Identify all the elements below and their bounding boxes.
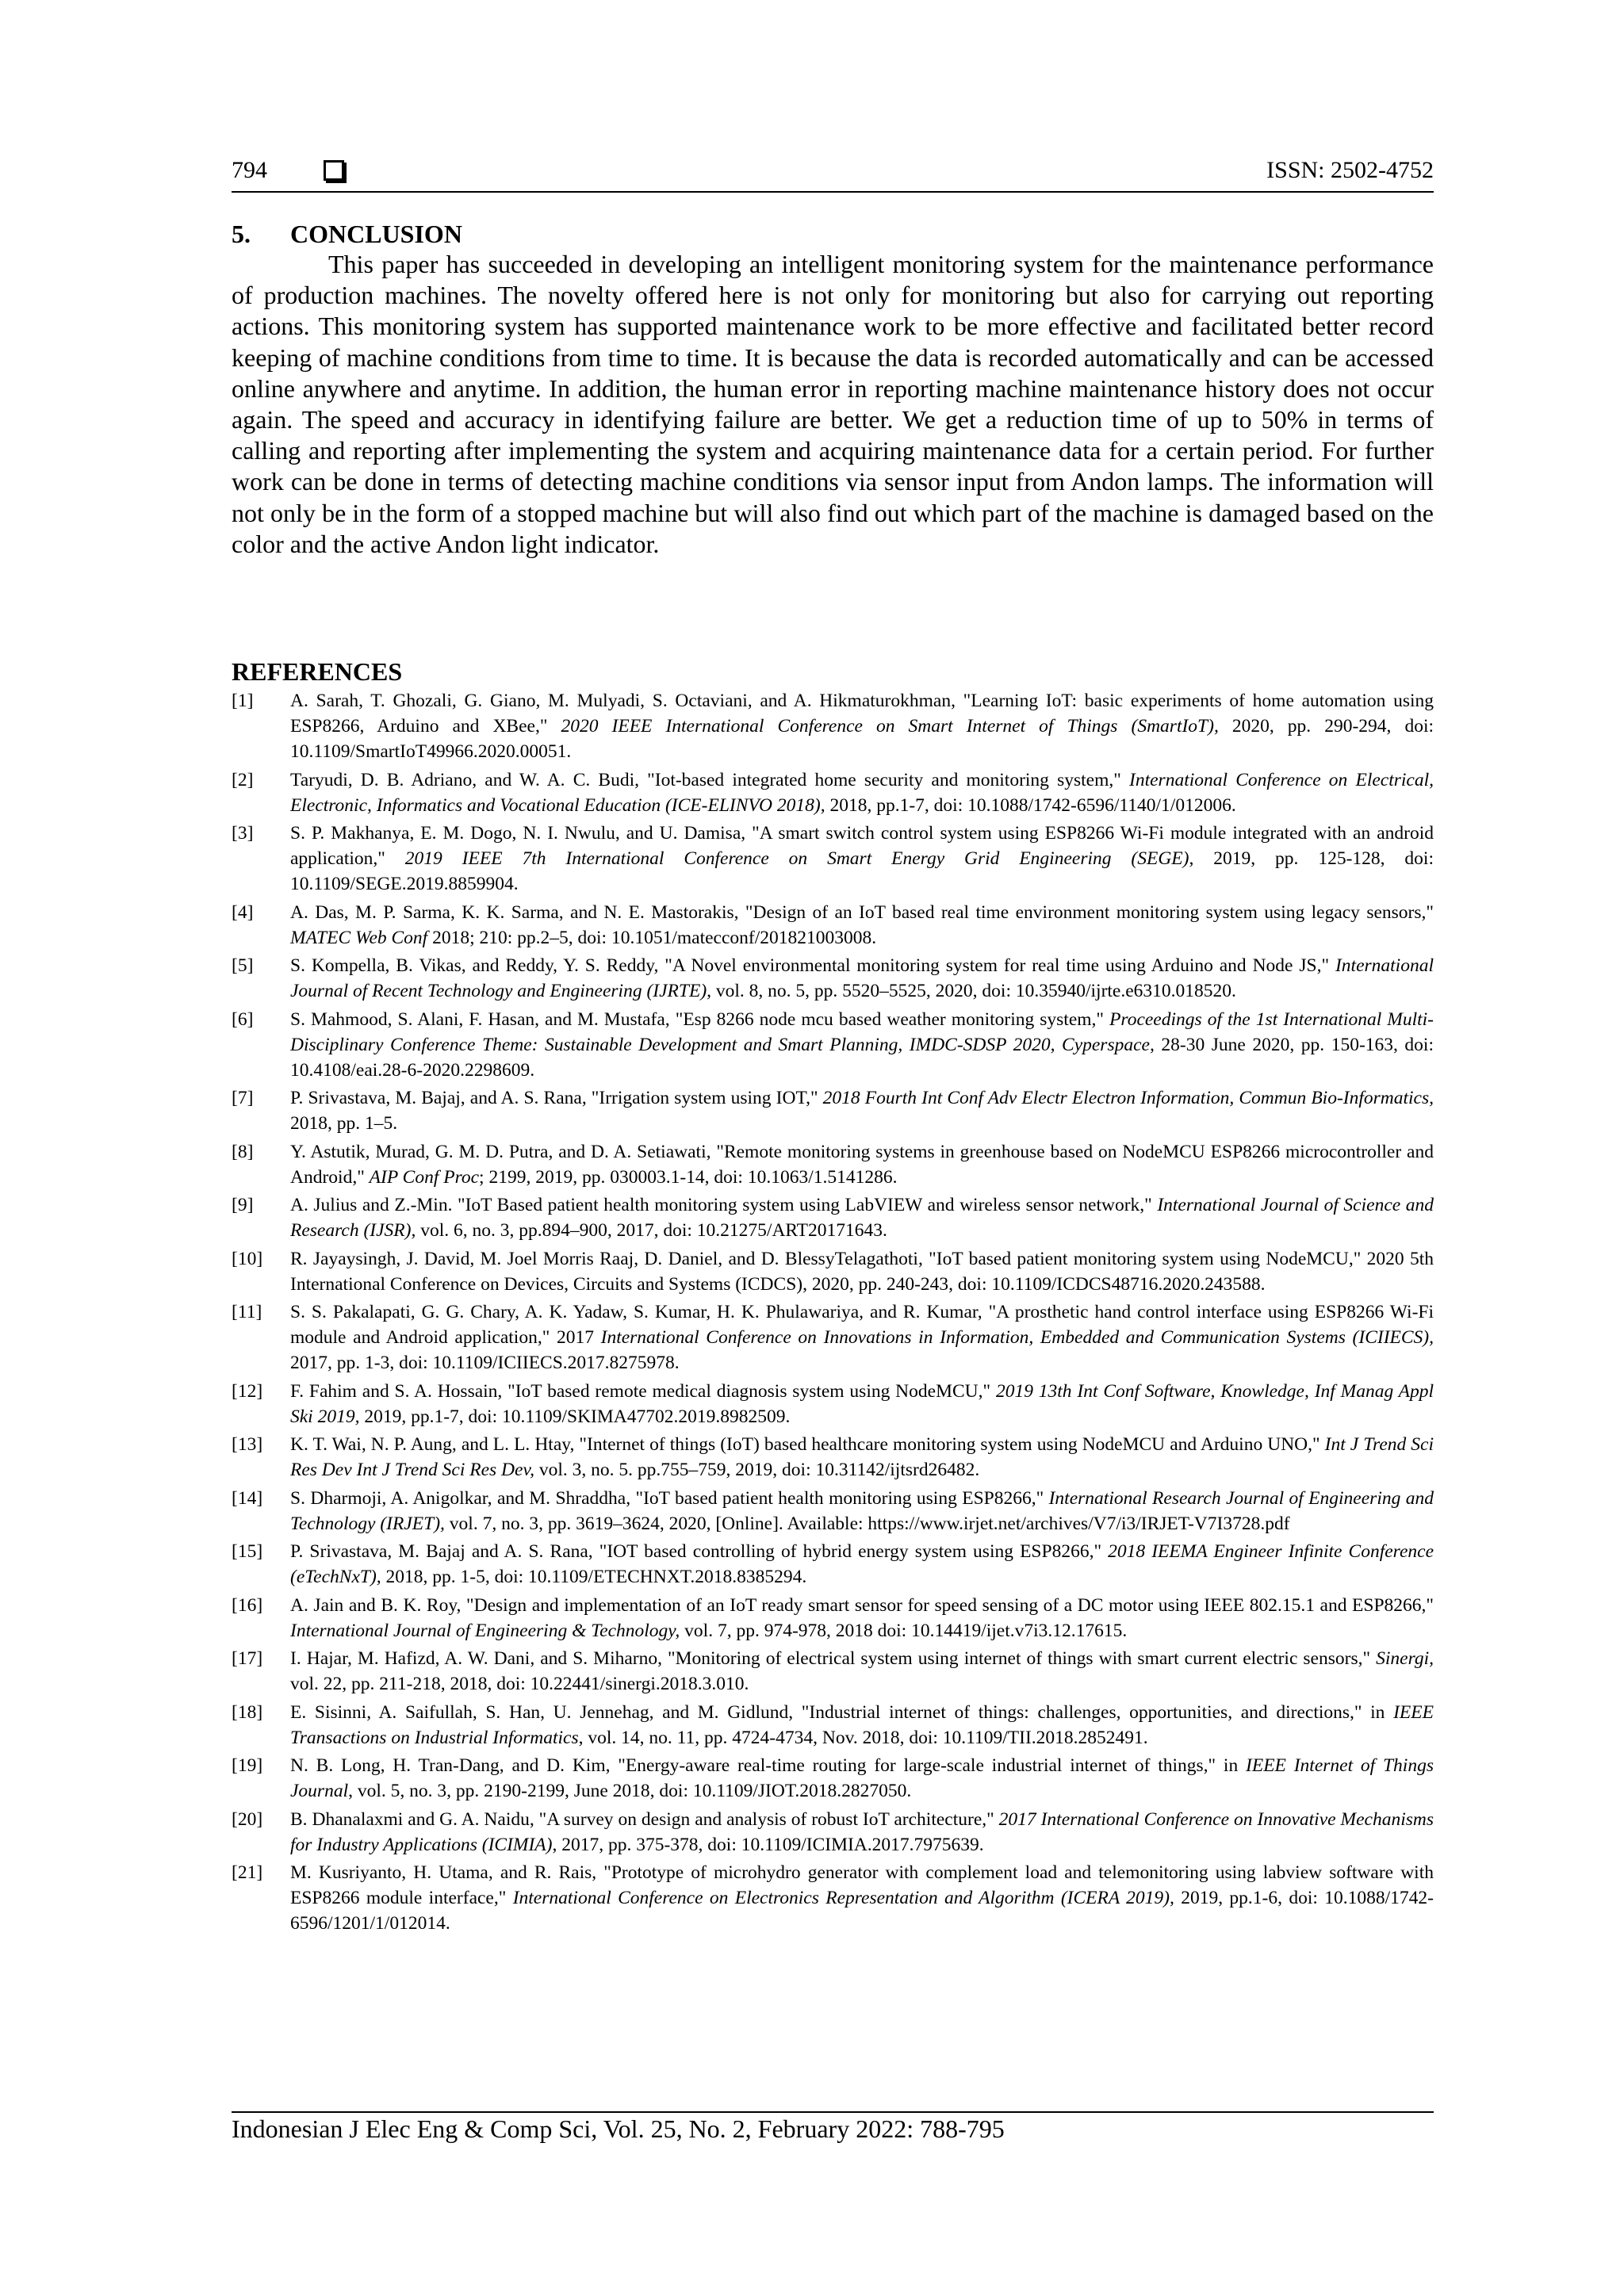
reference-text bbox=[290, 1432, 1434, 1483]
reference-authors-title: S. Mahmood, S. Alani, F. Hasan, and M. Mustafa, "Esp 8266 node mcu based weather monitoring system," bbox=[290, 1008, 1110, 1030]
reference-item bbox=[232, 1807, 1434, 1861]
reference-item bbox=[232, 1299, 1434, 1379]
reference-item bbox=[232, 767, 1434, 821]
reference-text bbox=[290, 1007, 1434, 1083]
reference-details: vol. 7, no. 3, pp. 3619–3624, 2020, [Online]. Available: https://www.irjet.net/archives/V7/i3/IRJET-V7I3728.pdf bbox=[444, 1513, 1290, 1534]
reference-item bbox=[232, 1539, 1434, 1593]
reference-number: [11] bbox=[232, 1302, 262, 1322]
reference-text bbox=[290, 1860, 1434, 1936]
reference-number: [5] bbox=[232, 955, 254, 976]
reference-venue: 2018 IEEMA Engineer Infinite Conference (eTechNxT), bbox=[290, 1541, 1434, 1587]
reference-item bbox=[232, 1700, 1434, 1754]
reference-authors-title: A. Sarah, T. Ghozali, G. Giano, M. Mulyadi, S. Octaviani, and A. Hikmaturokhman, "Learning IoT: basic experiments of home automation using ESP8266, Arduino and XBee," bbox=[290, 691, 1434, 737]
reference-item bbox=[232, 1432, 1434, 1486]
reference-venue: International Journal of Science and Research (IJSR), bbox=[290, 1195, 1434, 1241]
reference-details: vol. 3, no. 5. pp.755–759, 2019, doi: 10.31142/ijtsrd26482. bbox=[534, 1460, 980, 1480]
square-bullet-icon bbox=[324, 160, 344, 181]
reference-details: 28-30 June 2020, pp. 150-163, doi: 10.4108/eai.28-6-2020.2298609. bbox=[290, 1034, 1434, 1081]
reference-item bbox=[232, 1593, 1434, 1647]
reference-item bbox=[232, 1486, 1434, 1540]
reference-authors-title: A. Jain and B. K. Roy, "Design and implementation of an IoT ready smart sensor for speed sensing of a DC motor using IEEE 802.15.1 and ESP8266," bbox=[290, 1594, 1434, 1616]
reference-item bbox=[232, 1379, 1434, 1433]
reference-number: [14] bbox=[232, 1487, 263, 1509]
reference-item bbox=[232, 953, 1434, 1007]
reference-number: [2] bbox=[232, 769, 254, 790]
reference-text bbox=[290, 1139, 1434, 1190]
reference-venue: Proceedings of the 1st International Multi-Disciplinary Conference Theme: Sustainable Development and Smart Planning, IMDC-SDSP 2020, Cyperspace, bbox=[290, 1008, 1434, 1055]
reference-number: [18] bbox=[232, 1701, 263, 1723]
reference-details: ; 2199, 2019, pp. 030003.1-14, doi: 10.1063/1.5141286. bbox=[479, 1166, 898, 1188]
reference-number: [8] bbox=[232, 1141, 254, 1162]
reference-venue: IEEE Internet of Things Journal bbox=[290, 1755, 1434, 1801]
reference-number: [3] bbox=[232, 823, 254, 844]
reference-number: [12] bbox=[232, 1380, 263, 1402]
reference-item bbox=[232, 1192, 1434, 1246]
reference-item bbox=[232, 1860, 1434, 1939]
reference-venue: MATEC Web Conf bbox=[290, 927, 428, 948]
reference-details: , 2019, pp. 125-128, doi: 10.1109/SEGE.2019.8859904. bbox=[290, 848, 1434, 894]
reference-authors-title: A. Julius and Z.-Min. "IoT Based patient health monitoring system using LabVIEW and wireless sensor network," bbox=[290, 1195, 1158, 1215]
reference-details: vol. 22, pp. 211-218, 2018, doi: 10.22441/sinergi.2018.3.010. bbox=[290, 1674, 749, 1694]
reference-venue: International Journal of Recent Technology and Engineering (IJRTE), bbox=[290, 955, 1434, 1001]
reference-text bbox=[290, 1753, 1434, 1804]
reference-text bbox=[290, 1192, 1434, 1243]
reference-venue: International Research Journal of Engineering and Technology (IRJET), bbox=[290, 1487, 1434, 1534]
reference-text bbox=[290, 1700, 1434, 1751]
reference-list bbox=[232, 688, 1434, 1939]
header-rule bbox=[232, 191, 1434, 193]
reference-authors-title: F. Fahim and S. A. Hossain, "IoT based remote medical diagnosis system using NodeMCU," bbox=[290, 1380, 996, 1402]
reference-details: , 2017, pp. 375-378, doi: 10.1109/ICIMIA.2017.7975639. bbox=[552, 1834, 984, 1855]
reference-text bbox=[290, 821, 1434, 897]
reference-details: 2019, pp.1-6, doi: 10.1088/1742-6596/1201/1/012014. bbox=[290, 1888, 1434, 1934]
reference-item bbox=[232, 1007, 1434, 1086]
reference-text bbox=[290, 1085, 1434, 1136]
reference-number: [1] bbox=[232, 691, 254, 711]
reference-text bbox=[290, 688, 1434, 764]
reference-details: 2019, pp.1-7, doi: 10.1109/SKIMA47702.2019.8982509. bbox=[359, 1406, 791, 1427]
reference-details: 2018, pp. 1-5, doi: 10.1109/ETECHNXT.2018.8385294. bbox=[381, 1567, 807, 1587]
reference-details: 2020, pp. 290-294, doi: 10.1109/SmartIoT49966.2020.00051. bbox=[290, 716, 1434, 762]
reference-authors-title: N. B. Long, H. Tran-Dang, and D. Kim, "Energy-aware real-time routing for large-scale industrial internet of things," in bbox=[290, 1755, 1247, 1776]
reference-authors-title: K. T. Wai, N. P. Aung, and L. L. Htay, "Internet of things (IoT) based healthcare monitoring system using NodeMCU and Arduino UNO," bbox=[290, 1434, 1325, 1455]
reference-venue: International Conference on Innovations in Information, Embedded and Communication Systems (ICIIECS), bbox=[600, 1327, 1434, 1348]
reference-item bbox=[232, 1246, 1434, 1300]
reference-item bbox=[232, 900, 1434, 954]
reference-number: [10] bbox=[232, 1248, 263, 1269]
reference-details: 2018; 210: pp.2–5, doi: 10.1051/matecconf/201821003008. bbox=[427, 927, 877, 948]
reference-details: vol. 6, no. 3, pp.894–900, 2017, doi: 10.21275/ART20171643. bbox=[416, 1220, 887, 1241]
reference-venue: International Conference on Electrical, Electronic, Informatics and Vocational Education (ICE-ELINVO 2018), bbox=[290, 769, 1434, 816]
reference-venue: Sinergi, bbox=[1376, 1648, 1434, 1669]
reference-authors-title: S. Kompella, B. Vikas, and Reddy, Y. S. Reddy, "A Novel environmental monitoring system for real time using Arduino and Node JS," bbox=[290, 955, 1335, 976]
reference-details: 2018, pp. 1–5. bbox=[290, 1113, 398, 1134]
reference-authors-title: P. Srivastava, M. Bajaj, and A. S. Rana, "Irrigation system using IOT," bbox=[290, 1088, 823, 1108]
reference-item bbox=[232, 1085, 1434, 1139]
reference-text bbox=[290, 1246, 1434, 1297]
reference-text bbox=[290, 1646, 1434, 1697]
page-number: 794 bbox=[232, 157, 267, 183]
reference-item bbox=[232, 688, 1434, 767]
reference-details: 2017, pp. 1-3, doi: 10.1109/ICIIECS.2017.8275978. bbox=[290, 1353, 680, 1373]
reference-text bbox=[290, 1539, 1434, 1590]
reference-details: vol. 7, pp. 974-978, 2018 doi: 10.14419/ijet.v7i3.12.17615. bbox=[680, 1620, 1128, 1641]
reference-venue: 2017 International Conference on Innovative Mechanisms for Industry Applications (ICIMIA) bbox=[290, 1808, 1434, 1855]
reference-authors-title: S. Dharmoji, A. Anigolkar, and M. Shraddha, "IoT based patient health monitoring using ESP8266," bbox=[290, 1487, 1049, 1509]
references-heading: REFERENCES bbox=[232, 657, 403, 686]
reference-authors-title: Y. Astutik, Murad, G. M. D. Putra, and D. A. Setiawati, "Remote monitoring systems in greenhouse based on NodeMCU ESP8266 microcontroller and Android," bbox=[290, 1141, 1434, 1188]
reference-venue: 2019 IEEE 7th International Conference on Smart Energy Grid Engineering (SEGE) bbox=[404, 848, 1189, 869]
reference-authors-title: Taryudi, D. B. Adriano, and W. A. C. Budi, "Iot-based integrated home security and monitoring system," bbox=[290, 769, 1130, 790]
reference-authors-title: P. Srivastava, M. Bajaj and A. S. Rana, "IOT based controlling of hybrid energy system using ESP8266," bbox=[290, 1541, 1109, 1562]
reference-text bbox=[290, 1379, 1434, 1429]
conclusion-section bbox=[232, 219, 1434, 560]
reference-item bbox=[232, 1139, 1434, 1193]
page-footer: Indonesian J Elec Eng & Comp Sci, Vol. 25, No. 2, February 2022: 788-795 bbox=[232, 2114, 1005, 2143]
reference-venue: International Journal of Engineering & Technology, bbox=[290, 1620, 680, 1641]
reference-venue: Int J Trend Sci Res Dev Int J Trend Sci Res Dev, bbox=[290, 1434, 1434, 1480]
reference-text bbox=[290, 1807, 1434, 1858]
reference-text bbox=[290, 953, 1434, 1004]
reference-authors-title: A. Das, M. P. Sarma, K. K. Sarma, and N. E. Mastorakis, "Design of an IoT based real time environment monitoring system using legacy sensors," bbox=[290, 901, 1434, 923]
reference-item bbox=[232, 1753, 1434, 1807]
reference-details: vol. 8, no. 5, pp. 5520–5525, 2020, doi: 10.35940/ijrte.e6310.018520. bbox=[711, 981, 1236, 1001]
reference-details: 2018, pp.1-7, doi: 10.1088/1742-6596/1140/1/012006. bbox=[825, 794, 1236, 816]
reference-number: [9] bbox=[232, 1195, 254, 1215]
reference-details: , vol. 14, no. 11, pp. 4724-4734, Nov. 2018, doi: 10.1109/TII.2018.2852491. bbox=[578, 1727, 1148, 1748]
reference-venue: IEEE Transactions on Industrial Informatics bbox=[290, 1701, 1434, 1748]
reference-authors-title: I. Hajar, M. Hafizd, A. W. Dani, and S. Miharno, "Monitoring of electrical system using internet of things with smart current electric sensors," bbox=[290, 1648, 1377, 1669]
reference-number: [6] bbox=[232, 1008, 254, 1030]
reference-number: [19] bbox=[232, 1755, 263, 1776]
reference-authors-title: B. Dhanalaxmi and G. A. Naidu, "A survey on design and analysis of robust IoT architecture," bbox=[290, 1808, 999, 1830]
reference-authors-title: M. Kusriyanto, H. Utama, and R. Rais, "Prototype of microhydro generator with complement load and telemonitoring using labview software with ESP8266 module interface," bbox=[290, 1862, 1434, 1908]
page-header bbox=[232, 157, 1434, 189]
reference-number: [7] bbox=[232, 1088, 254, 1108]
reference-text bbox=[290, 900, 1434, 951]
conclusion-paragraph: This paper has succeeded in developing an intelligent monitoring system for the maintenance performance of production machines. The novelty offered here is not only for monitoring but also for carrying out reporting actions. This monitoring system has supported maintenance work to be more effective and facilitated better record keeping of machine conditions from time to time. It is because the data is recorded automatically and can be accessed online anywhere and anytime. In addition, the human error in reporting machine maintenance history does not occur again. The speed and accuracy in identifying failure are better. We get a reduction time of up to 50% in terms of calling and reporting after implementing the system and acquiring maintenance data for a certain period. For further work can be done in terms of detecting machine conditions via sensor input from Andon lamps. The information will not only be in the form of a stopped machine but will also find out which part of the machine is damaged based on the color and the active Andon light indicator. bbox=[232, 250, 1434, 558]
reference-authors-title: S. S. Pakalapati, G. G. Chary, A. K. Yadaw, S. Kumar, H. K. Phulawariya, and R. Kumar, "A prosthetic hand control interface using ESP8266 Wi-Fi module and Android application," 2017 bbox=[290, 1302, 1434, 1348]
reference-number: [20] bbox=[232, 1808, 263, 1830]
reference-venue: International Conference on Electronics Representation and Algorithm (ICERA 2019), bbox=[512, 1888, 1174, 1908]
reference-venue: 2018 Fourth Int Conf Adv Electr Electron Information, Commun Bio-Informatics, bbox=[822, 1088, 1434, 1108]
section-heading bbox=[232, 219, 1434, 249]
reference-item bbox=[232, 1646, 1434, 1700]
reference-text bbox=[290, 1299, 1434, 1376]
reference-number: [16] bbox=[232, 1594, 263, 1616]
reference-number: [4] bbox=[232, 901, 254, 923]
reference-text bbox=[290, 1486, 1434, 1536]
reference-authors-title: S. P. Makhanya, E. M. Dogo, N. I. Nwulu, and U. Damisa, "A smart switch control system using ESP8266 Wi-Fi module integrated with an android application," bbox=[290, 823, 1434, 869]
reference-venue: AIP Conf Proc bbox=[369, 1166, 480, 1188]
reference-number: [21] bbox=[232, 1862, 263, 1883]
reference-number: [15] bbox=[232, 1541, 263, 1562]
reference-item bbox=[232, 821, 1434, 900]
reference-venue: 2019 13th Int Conf Software, Knowledge, Inf Manag Appl Ski 2019, bbox=[290, 1380, 1434, 1427]
reference-details: , vol. 5, no. 3, pp. 2190-2199, June 2018, doi: 10.1109/JIOT.2018.2827050. bbox=[348, 1781, 912, 1801]
section-number: 5. bbox=[232, 220, 251, 248]
reference-authors-title: E. Sisinni, A. Saifullah, S. Han, U. Jennehag, and M. Gidlund, "Industrial internet of things: challenges, opportunities, and directions," in bbox=[290, 1701, 1394, 1723]
reference-number: [13] bbox=[232, 1434, 263, 1455]
reference-text bbox=[290, 767, 1434, 818]
section-title: CONCLUSION bbox=[290, 220, 462, 248]
reference-venue: 2020 IEEE International Conference on Smart Internet of Things (SmartIoT), bbox=[561, 716, 1219, 737]
references-section bbox=[232, 656, 1434, 1939]
reference-authors-title: R. Jayaysingh, J. David, M. Joel Morris Raaj, D. Daniel, and D. BlessyTelagathoti, "IoT based patient monitoring system using NodeMCU," 2020 5th International Conference on Devices, Circuits and Systems (ICDCS), 2020, pp. 240-243, doi: 10.1109/ICDCS48716.2020.243588. bbox=[290, 1248, 1434, 1295]
reference-text bbox=[290, 1593, 1434, 1644]
issn-label: ISSN: 2502-4752 bbox=[1266, 157, 1434, 183]
reference-number: [17] bbox=[232, 1648, 263, 1669]
